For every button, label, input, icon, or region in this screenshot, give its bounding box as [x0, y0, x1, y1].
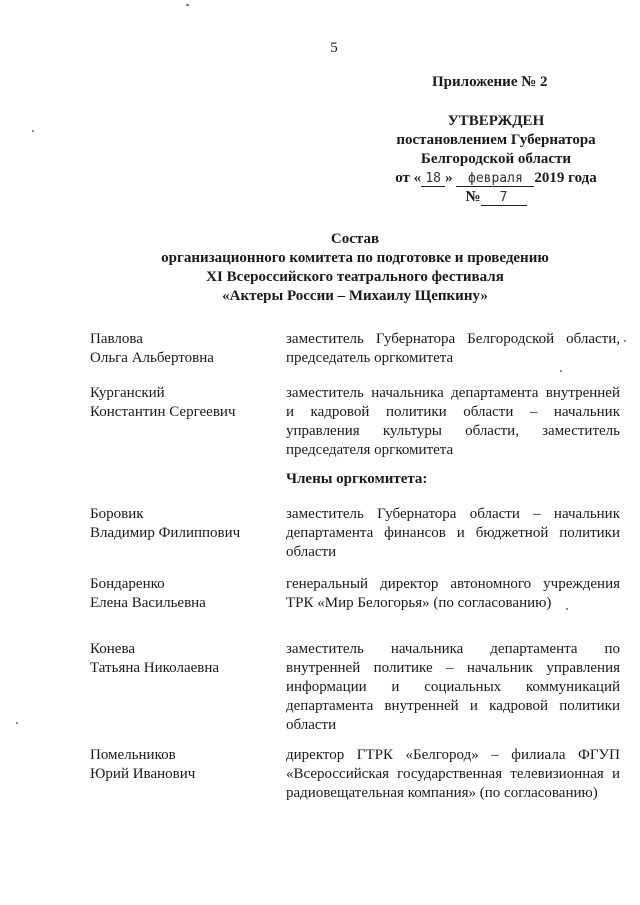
member-given-names: Ольга Альбертовна — [90, 350, 214, 366]
approval-date-prefix: от « — [395, 170, 422, 186]
approval-date-mid: » — [445, 170, 453, 186]
member-surname: Помельников — [90, 747, 176, 763]
members-subheading: Члены оргкомитета: — [286, 471, 428, 487]
scan-speck — [186, 4, 189, 6]
heading-line-3: XI Всероссийского театрального фестиваля — [206, 269, 504, 285]
member-given-names: Константин Сергеевич — [90, 404, 236, 420]
member-given-names: Татьяна Николаевна — [90, 660, 220, 676]
member-surname: Бондаренко — [90, 576, 165, 592]
approval-block — [386, 112, 606, 207]
member-role: заместитель Губернатора области – начальник департамента финансов и бюджетной политики области — [286, 506, 620, 560]
member-role: заместитель начальника департамента внутренней и кадровой политики области – начальник управления культуры области, заместитель председателя оргкомитета — [286, 385, 620, 458]
approval-number-prefix: № — [465, 189, 481, 205]
scan-speck — [560, 370, 562, 372]
document-heading — [140, 230, 570, 306]
member-surname: Конева — [90, 641, 135, 657]
approval-number-value: 7 — [481, 190, 527, 206]
member-name — [90, 575, 275, 613]
member-role: директор ГТРК «Белгород» – филиала ФГУП «Всероссийская государственная телевизионная и радиовещательная компания» (по согласованию) — [286, 747, 620, 801]
member-surname: Курганский — [90, 385, 165, 401]
member-surname: Боровик — [90, 506, 144, 522]
heading-line-1: Состав — [330, 231, 380, 247]
appendix-label: Приложение № 2 — [432, 74, 548, 90]
approval-line-2: Белгородской области — [420, 151, 572, 167]
member-name — [90, 746, 275, 784]
heading-line-2: организационного комитета по подготовке и проведению — [161, 250, 549, 266]
member-given-names: Юрий Иванович — [90, 766, 196, 782]
member-surname: Павлова — [90, 331, 143, 347]
page-number: 5 — [330, 40, 338, 56]
approval-line-1: постановлением Губернатора — [396, 132, 596, 148]
member-role: генеральный директор автономного учреждения ТРК «Мир Белогорья» (по согласованию) — [286, 576, 620, 611]
approval-date-year: 2019 года — [534, 170, 597, 186]
member-role: заместитель начальника департамента по внутренней политике – начальник управления информации и социальных коммуникаций департамента внутренней и кадровой политики области — [286, 641, 620, 733]
member-given-names: Владимир Филиппович — [90, 525, 241, 541]
approval-date — [386, 169, 606, 188]
member-name — [90, 384, 275, 422]
approval-number — [386, 188, 606, 207]
scan-speck — [32, 130, 34, 132]
approval-date-month: февраля — [456, 171, 534, 187]
scan-speck — [566, 608, 568, 610]
member-role: заместитель Губернатора Белгородской области, председатель оргкомитета — [286, 331, 620, 366]
heading-line-4: «Актеры России – Михаилу Щепкину» — [222, 288, 488, 304]
scan-speck — [16, 722, 18, 724]
approval-date-day: 18 — [421, 171, 445, 187]
approval-heading: УТВЕРЖДЕН — [447, 113, 545, 129]
member-name — [90, 505, 275, 543]
scan-speck — [624, 340, 626, 342]
member-given-names: Елена Васильевна — [90, 595, 206, 611]
member-name — [90, 640, 275, 678]
member-name — [90, 330, 275, 368]
